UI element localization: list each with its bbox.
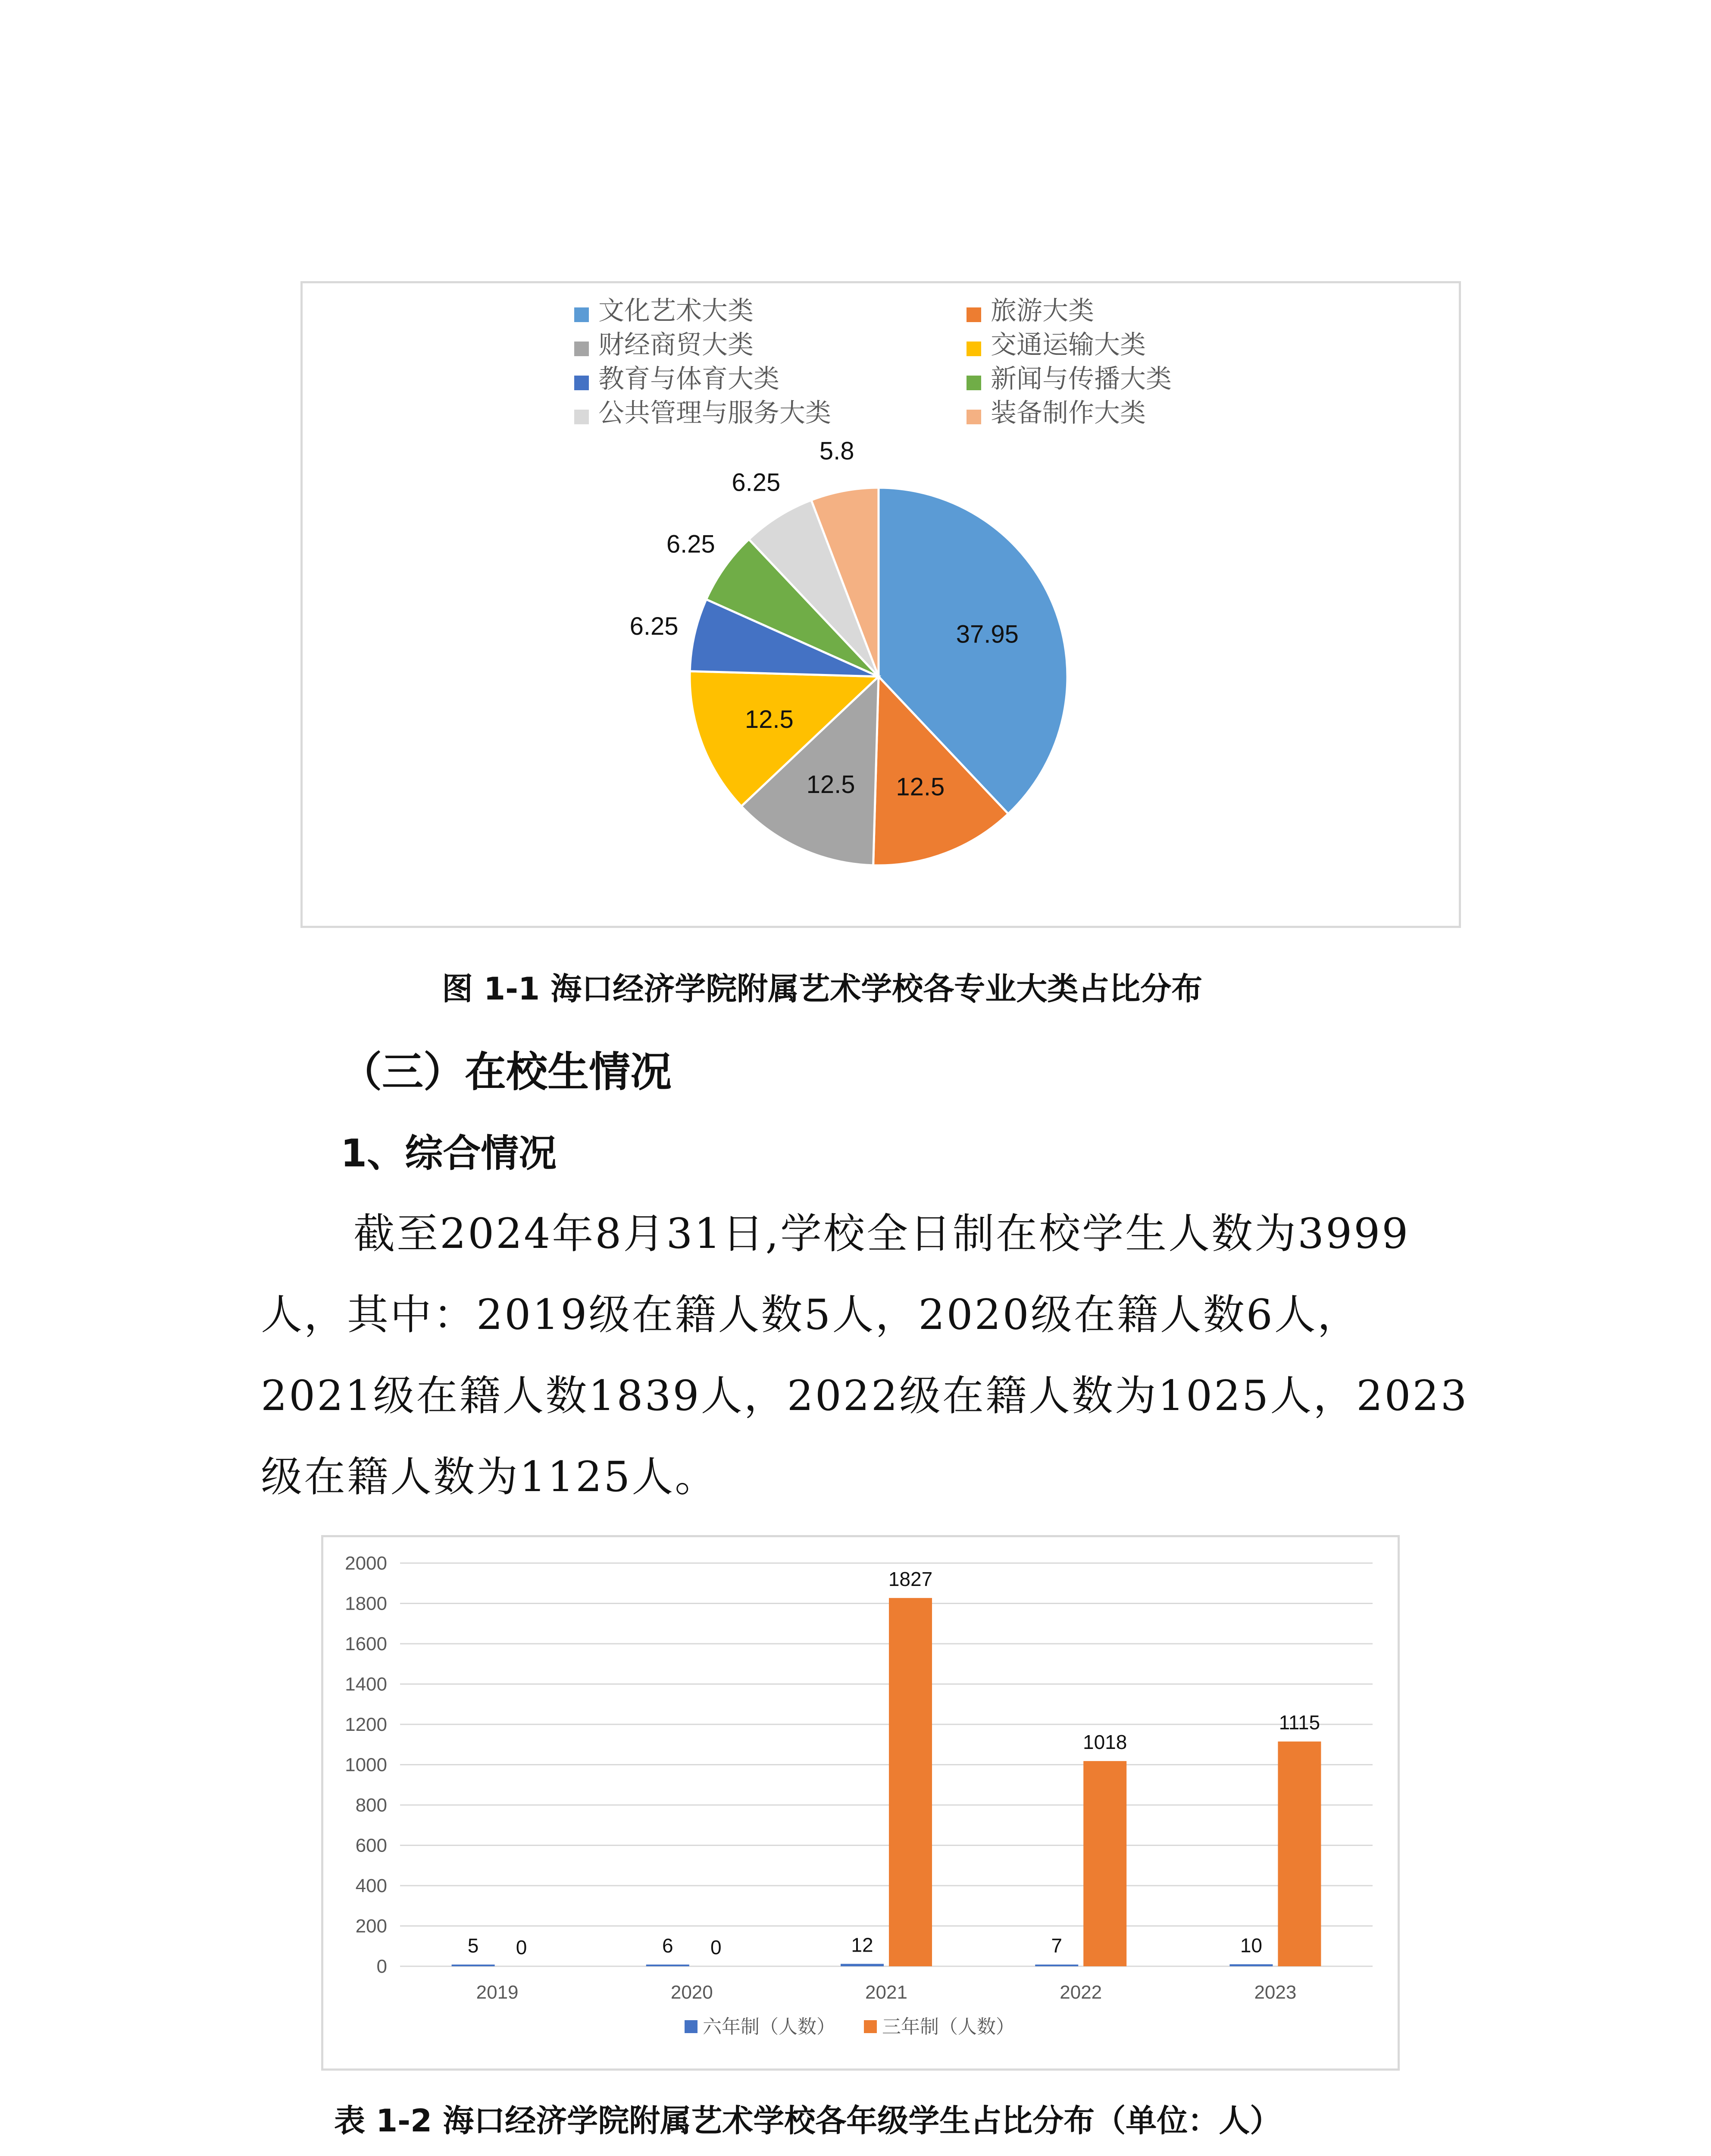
pie-value-label-3: 12.5 bbox=[806, 770, 855, 799]
paragraph-line-1: 截至2024年8月31日,学校全日制在校学生人数为3999 bbox=[353, 1210, 1410, 1258]
legend-label: 三年制（人数） bbox=[882, 2016, 1015, 2038]
bar-value-label: 1018 bbox=[1083, 1731, 1127, 1754]
legend-swatch bbox=[967, 376, 981, 390]
bar-six-year-2019 bbox=[452, 1965, 495, 1966]
bar-value-label: 0 bbox=[710, 1936, 722, 1959]
pie-value-label-5: 6.25 bbox=[629, 612, 679, 640]
y-tick-label: 800 bbox=[355, 1795, 387, 1816]
section-heading: （三）在校生情况 bbox=[341, 1048, 672, 1096]
legend-swatch bbox=[574, 307, 589, 322]
x-tick-label: 2023 bbox=[1254, 1982, 1297, 2003]
paragraph-line-3: 2021级在籍人数1839人，2022级在籍人数为1025人，2023 bbox=[261, 1372, 1469, 1420]
bar-value-label: 1115 bbox=[1279, 1711, 1320, 1734]
bar-legend-item-2 bbox=[864, 2016, 1015, 2038]
bar-legend-item-1 bbox=[685, 2016, 835, 2038]
y-tick-label: 1600 bbox=[345, 1633, 387, 1655]
legend-swatch bbox=[574, 410, 589, 424]
bar-three-year-2023 bbox=[1278, 1742, 1321, 1966]
legend-item-4 bbox=[967, 330, 1146, 360]
paragraph-line-2: 人，其中：2019级在籍人数5人，2020级在籍人数6人， bbox=[261, 1291, 1361, 1339]
legend-item-8 bbox=[967, 398, 1146, 428]
legend-label: 财经商贸大类 bbox=[598, 330, 754, 360]
legend-swatch bbox=[574, 342, 589, 356]
figure-caption-1: 图 1-1 海口经济学院附属艺术学校各专业大类占比分布 bbox=[442, 971, 1203, 1007]
subsection-heading: 1、综合情况 bbox=[341, 1131, 557, 1175]
pie-value-label-4: 12.5 bbox=[744, 705, 794, 733]
x-tick-label: 2019 bbox=[476, 1982, 519, 2003]
y-tick-label: 1800 bbox=[345, 1593, 387, 1614]
bar-six-year-2022 bbox=[1035, 1965, 1078, 1966]
pie-value-label-1: 37.95 bbox=[956, 620, 1019, 649]
pie-chart-frame bbox=[300, 281, 1461, 928]
legend-label: 新闻与传播大类 bbox=[991, 364, 1172, 394]
paragraph-line-4: 级在籍人数为1125人。 bbox=[261, 1453, 718, 1501]
legend-label: 公共管理与服务大类 bbox=[598, 398, 831, 428]
bar-three-year-2021 bbox=[889, 1598, 932, 1966]
legend-item-2 bbox=[967, 296, 1094, 326]
bar-value-label: 1827 bbox=[888, 1567, 933, 1590]
bar-three-year-2022 bbox=[1083, 1761, 1126, 1966]
y-tick-label: 1400 bbox=[345, 1673, 387, 1695]
bar-value-label: 5 bbox=[467, 1934, 479, 1957]
bar-six-year-2021 bbox=[841, 1964, 884, 1966]
legend-item-3 bbox=[574, 330, 754, 360]
legend-swatch bbox=[967, 342, 981, 356]
pie-value-label-7: 6.25 bbox=[732, 468, 781, 497]
legend-label: 六年制（人数） bbox=[703, 2016, 835, 2038]
legend-swatch bbox=[574, 376, 589, 390]
pie-value-label-6: 6.25 bbox=[666, 530, 715, 558]
bar-value-label: 6 bbox=[662, 1934, 673, 1957]
legend-label: 装备制作大类 bbox=[991, 398, 1146, 428]
bar-value-label: 0 bbox=[516, 1936, 527, 1959]
y-tick-label: 1000 bbox=[345, 1754, 387, 1776]
bar-value-label: 10 bbox=[1240, 1934, 1262, 1957]
pie-value-label-8: 5.8 bbox=[819, 437, 854, 465]
y-tick-label: 0 bbox=[376, 1956, 387, 1977]
legend-swatch bbox=[685, 2020, 698, 2033]
y-tick-label: 600 bbox=[355, 1835, 387, 1856]
y-tick-label: 2000 bbox=[345, 1553, 387, 1574]
figure-caption-2: 表 1-2 海口经济学院附属艺术学校各年级学生占比分布（单位：人） bbox=[334, 2103, 1281, 2139]
legend-label: 文化艺术大类 bbox=[598, 296, 754, 326]
legend-item-5 bbox=[574, 364, 779, 394]
bar-six-year-2023 bbox=[1229, 1964, 1273, 1966]
legend-swatch bbox=[967, 307, 981, 322]
y-tick-label: 200 bbox=[355, 1915, 387, 1937]
y-tick-label: 400 bbox=[355, 1875, 387, 1896]
x-tick-label: 2021 bbox=[865, 1982, 907, 2003]
pie-chart bbox=[303, 283, 1459, 926]
legend-item-6 bbox=[967, 364, 1172, 394]
bar-chart-frame bbox=[321, 1535, 1400, 2071]
legend-item-1 bbox=[574, 296, 754, 326]
legend-item-7 bbox=[574, 398, 831, 428]
bar-six-year-2020 bbox=[646, 1965, 689, 1966]
bar-chart bbox=[323, 1537, 1398, 2068]
legend-label: 教育与体育大类 bbox=[598, 364, 779, 394]
pie-value-label-2: 12.5 bbox=[896, 773, 945, 801]
legend-label: 交通运输大类 bbox=[991, 330, 1146, 360]
y-tick-label: 1200 bbox=[345, 1714, 387, 1735]
bar-value-label: 12 bbox=[851, 1934, 873, 1956]
x-tick-label: 2022 bbox=[1060, 1982, 1102, 2003]
legend-label: 旅游大类 bbox=[991, 296, 1094, 326]
x-tick-label: 2020 bbox=[670, 1982, 713, 2003]
legend-swatch bbox=[967, 410, 981, 424]
bar-value-label: 7 bbox=[1051, 1934, 1062, 1957]
legend-swatch bbox=[864, 2020, 877, 2033]
